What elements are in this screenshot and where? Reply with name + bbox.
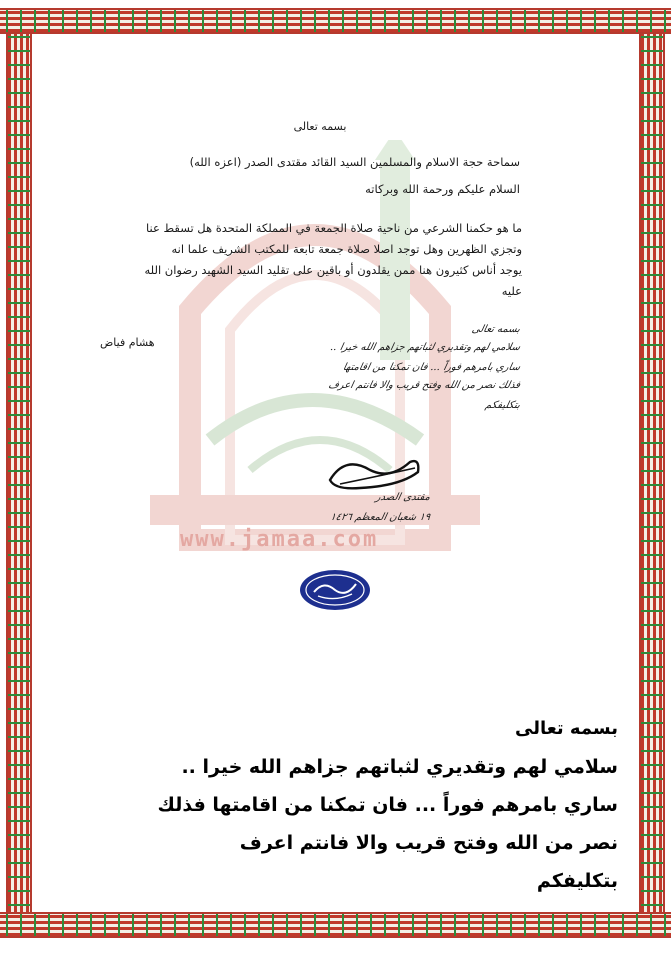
question-line: عليه — [501, 284, 522, 298]
question-line: يوجد أناس كثيرون هنا ممن يقلدون أو باقين على تقليد السيد الشهيد رضوان الله — [144, 263, 522, 277]
transcription-line: بتكليفكم — [536, 870, 618, 892]
decorative-border-top — [0, 8, 671, 34]
handwritten-line: ساري بامرهم فوراً ... فان تمكنا من اقامتها — [341, 362, 522, 373]
handwritten-line: بتكليفكم — [483, 400, 522, 411]
decorative-border-right — [639, 34, 665, 912]
letter-sender: هشام فياض — [100, 336, 155, 349]
handwritten-line: فذلك نصر من الله وفتح قريب والا فانتم اعرف — [327, 380, 522, 391]
question-line: ما هو حكمنا الشرعي من ناحية صلاة الجمعة في المملكة المتحدة هل تسقط عنا — [145, 221, 522, 235]
decorative-border-left — [6, 34, 32, 912]
question-line: وتجزي الظهرين وهل توجد اصلا صلاة جمعة تابعة للمكتب الشريف علما انه — [171, 242, 522, 256]
letter-addressee: سماحة حجة الاسلام والمسلمين السيد القائد مقتدى الصدر (اعزه الله) — [189, 155, 520, 169]
seal-stamp-icon — [298, 568, 372, 612]
handwritten-line: بسمه تعالى — [470, 324, 522, 335]
transcription-line: بسمه تعالى — [515, 718, 618, 739]
transcription-line: ساري بامرهم فوراً ... فان تمكنا من اقامتها فذلك — [157, 794, 618, 816]
signature-date: ١٩ شعبان المعظم ١٤٢٦ — [329, 512, 432, 523]
signature-name: مقتدى الصدر — [374, 492, 432, 503]
transcription-line: نصر من الله وفتح قريب والا فانتم اعرف — [239, 832, 618, 854]
reply-transcription — [40, 710, 618, 900]
decorative-border-bottom — [0, 912, 671, 938]
letter-basmala: بسمه تعالى — [293, 120, 347, 133]
letter-greeting: السلام عليكم ورحمة الله وبركاته — [365, 182, 520, 196]
handwritten-line: سلامي لهم وتقديري لثباتهم جزاهم الله خيرا .. — [329, 342, 522, 353]
letter-question — [110, 218, 522, 302]
transcription-line: سلامي لهم وتقديري لثباتهم جزاهم الله خيرا .. — [181, 756, 618, 778]
watermark-site-text: www.jamaa.com — [180, 527, 379, 552]
